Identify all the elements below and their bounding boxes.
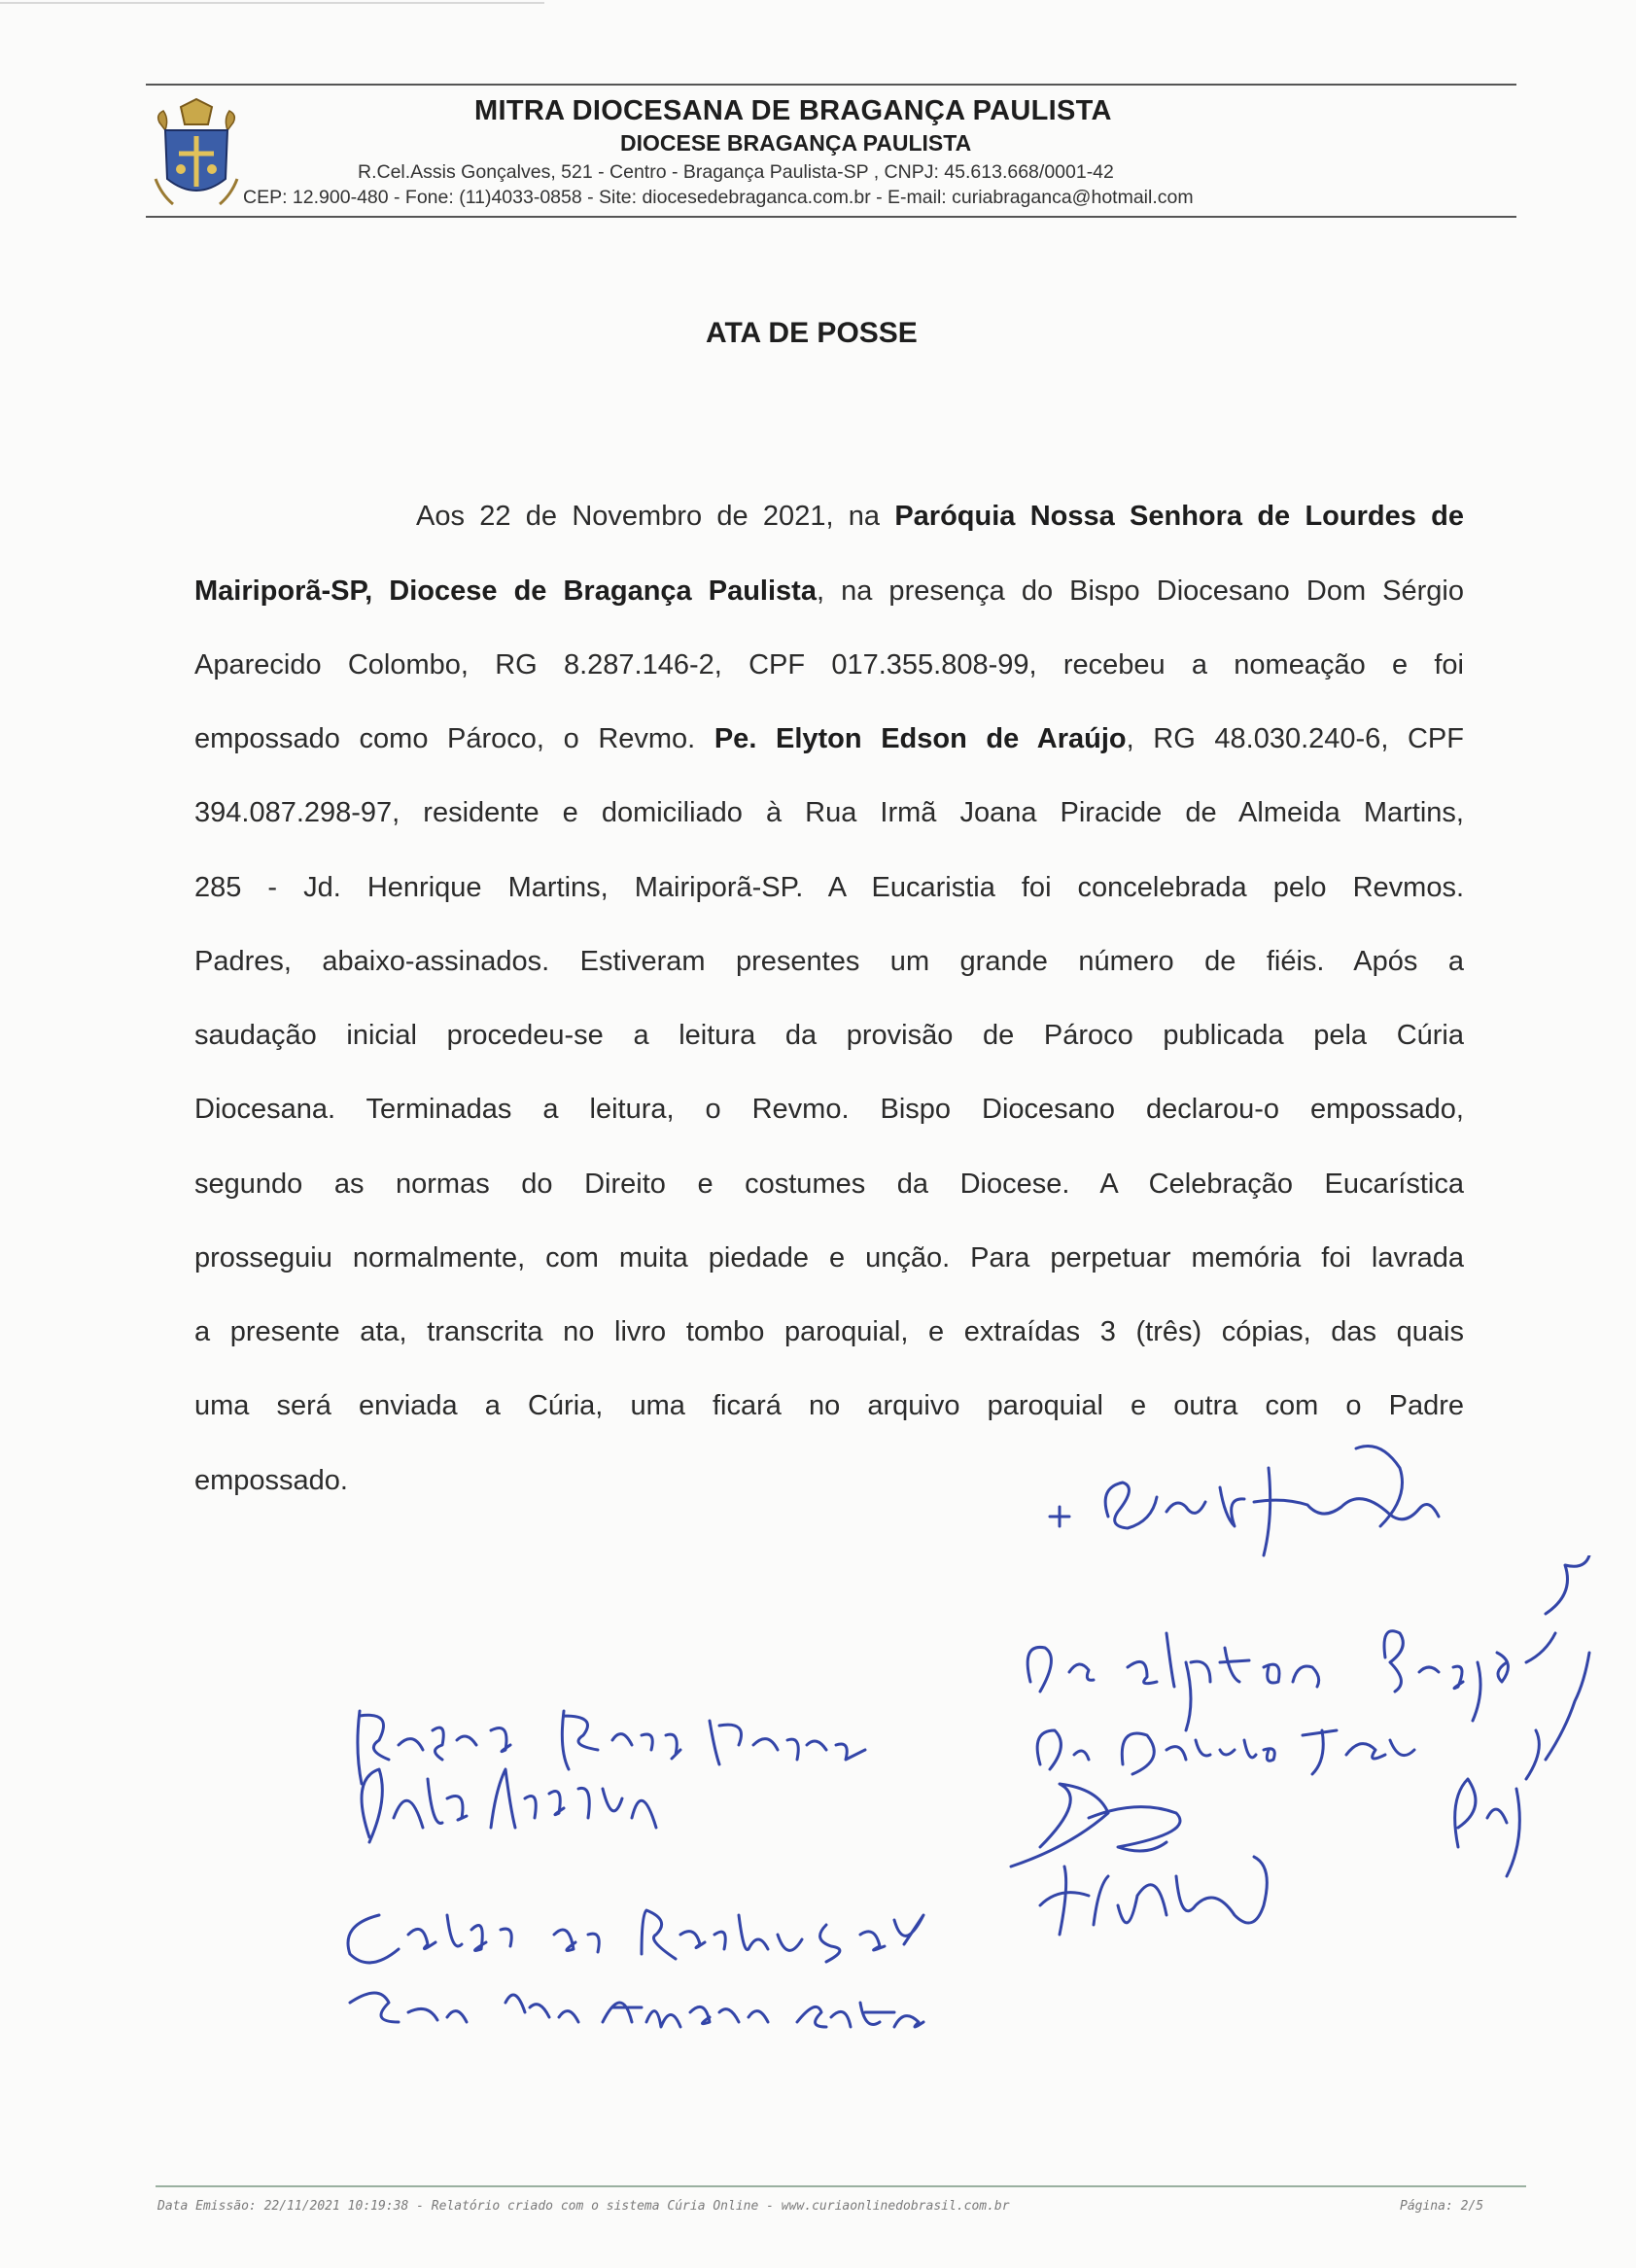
footer-report-info: Data Emissão: 22/11/2021 10:19:38 - Relatório criado com o sistema Cúria Online - www.curiaonlinedobrasil.com.br [157,2199,1010,2214]
body-line-1 [416,501,1464,533]
diocese-name: MITRA DIOCESANA DE BRAGANÇA PAULISTA [474,95,1112,126]
body-line-7: Padres, abaixo-assinados. Estiveram presentes um grande número de fiéis. Após a [194,946,1464,977]
top-edge-rule [0,2,544,4]
priest-name: Pe. Elyton Edson de Araújo [714,723,1127,754]
parish-name: Paróquia Nossa Senhora de Lourdes de [894,501,1464,532]
body-text-run: , na presença do Bispo Diocesano Dom Sérgio [816,576,1465,607]
bishop-signature [1030,1429,1497,1565]
body-line-10: segundo as normas do Direito e costumes da Diocese. A Celebração Eucarística [194,1169,1464,1200]
body-text-run: , RG 48.030.240-6, CPF [1126,723,1464,754]
body-line-9: Diocesana. Terminadas a leitura, o Revmo. Bispo Diocesano declarou-o empossado, [194,1094,1464,1125]
body-line-12: a presente ata, transcrita no livro tombo paroquial, e extraídas 3 (três) cópias, das quais [194,1316,1464,1347]
body-line-3: Aparecido Colombo, RG 8.287.146-2, CPF 017.355.808-99, recebeu a nomeação e foi [194,649,1464,680]
body-line-6: 285 - Jd. Henrique Martins, Mairiporã-SP. A Eucaristia foi concelebrada pelo Revmos. [194,872,1464,903]
document-title: ATA DE POSSE [706,317,918,349]
body-line-2 [194,576,1464,608]
parish-location: Mairiporã-SP, Diocese de Bragança Paulista [194,576,817,607]
body-line-4 [194,723,1464,755]
diocese-address: R.Cel.Assis Gonçalves, 521 - Centro - Bragança Paulista-SP , CNPJ: 45.613.668/0001-42 [358,161,1114,183]
diocese-subtitle: DIOCESE BRAGANÇA PAULISTA [620,130,972,156]
body-line-11: prosseguiu normalmente, com muita piedade e unção. Para perpetuar memória foi lavrada [194,1242,1464,1274]
letterhead [146,84,1526,227]
diocese-contact: CEP: 12.900-480 - Fone: (11)4033-0858 - Site: diocesedebraganca.com.br - E-mail: curiabraganca@hotmail.com [243,187,1194,208]
header-rule-bottom [146,216,1516,218]
body-line-13: uma será enviada a Cúria, uma ficará no arquivo paroquial e outra com o Padre [194,1390,1464,1421]
body-line-8: saudação inicial procedeu-se a leitura da provisão de Pároco publicada pela Cúria [194,1020,1464,1051]
body-line-14: empossado. [194,1465,348,1496]
right-priest-signatures [1001,1555,1623,1964]
body-text-run: Aos 22 de Novembro de 2021, na [416,501,895,532]
body-line-5: 394.087.298-97, residente e domiciliado à Rua Irmã Joana Piracide de Almeida Martins, [194,797,1464,828]
footer-page-number: Página: 2/5 [1400,2199,1484,2214]
diocese-crest-icon [152,97,241,212]
body-text-run: empossado como Pároco, o Revmo. [194,723,714,754]
header-rule-top [146,84,1516,86]
footer-rule [156,2185,1526,2187]
left-priest-signatures [321,1692,943,2051]
